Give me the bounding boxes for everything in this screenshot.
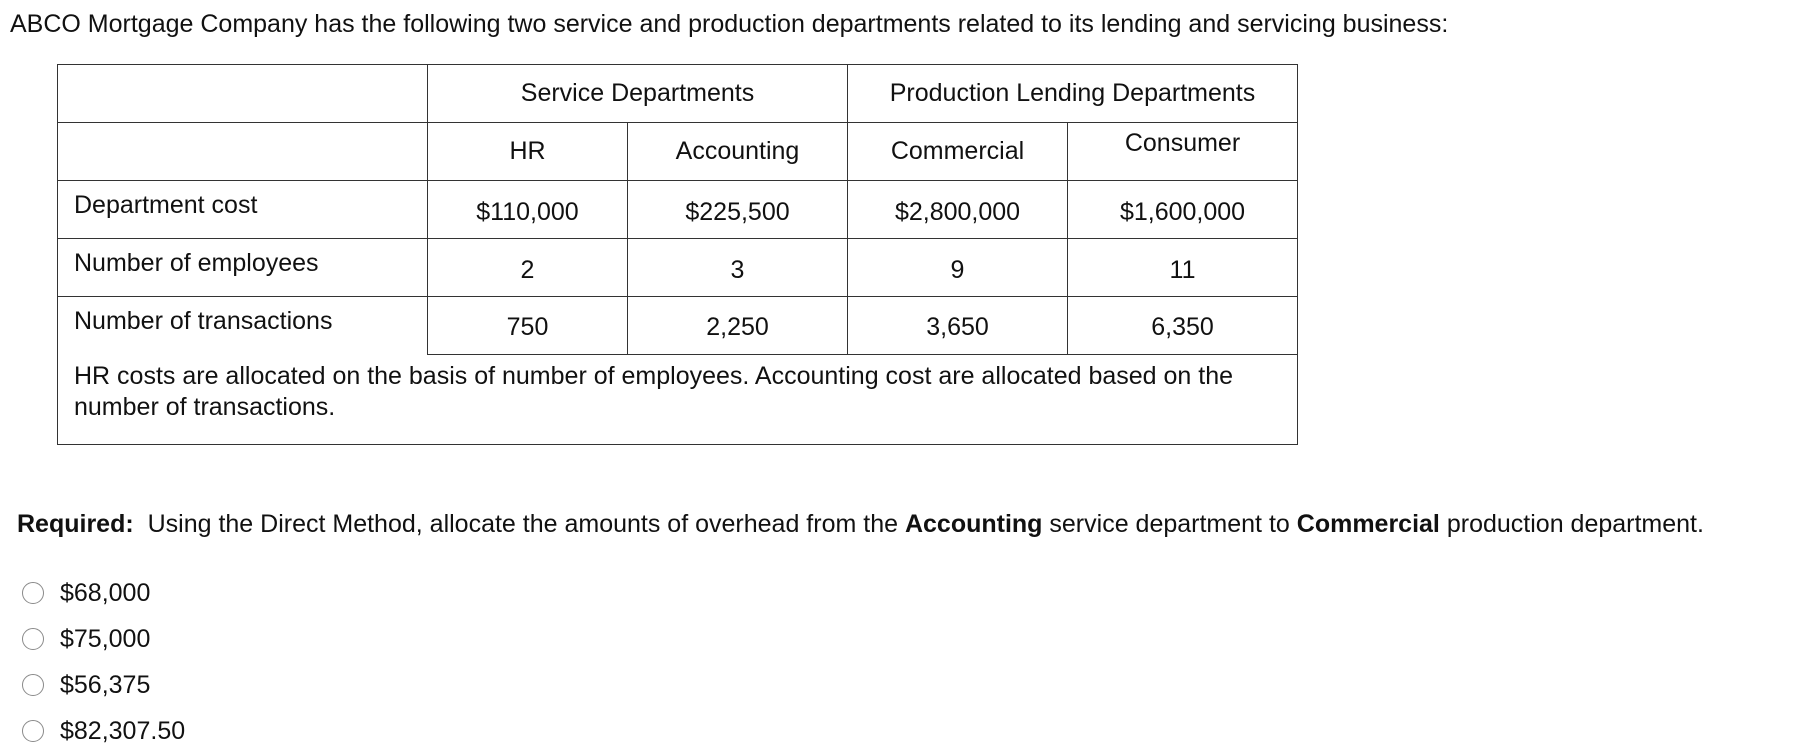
intro-text: ABCO Mortgage Company has the following two service and production departments related to its lending and servicing business: bbox=[10, 10, 1449, 38]
required-question bbox=[17, 510, 1704, 539]
radio-button[interactable] bbox=[22, 674, 44, 696]
column-header-commercial: Commercial bbox=[848, 123, 1068, 181]
answer-options bbox=[22, 570, 185, 754]
production-departments-header: Production Lending Departments bbox=[848, 65, 1298, 123]
answer-option-2[interactable] bbox=[22, 616, 185, 662]
column-header-row bbox=[58, 123, 1298, 181]
cell-consumer-cost: $1,600,000 bbox=[1068, 181, 1298, 239]
cell-consumer-transactions: 6,350 bbox=[1068, 297, 1298, 355]
table-row bbox=[58, 181, 1298, 239]
cell-hr-transactions: 750 bbox=[428, 297, 628, 355]
cell-commercial-transactions: 3,650 bbox=[848, 297, 1068, 355]
cell-hr-employees: 2 bbox=[428, 239, 628, 297]
empty-header-cell bbox=[58, 65, 428, 123]
question-text-1: Using the Direct Method, allocate the amounts of overhead from the bbox=[147, 510, 898, 538]
cell-consumer-employees: 11 bbox=[1068, 239, 1298, 297]
cell-accounting-employees: 3 bbox=[628, 239, 848, 297]
radio-button[interactable] bbox=[22, 582, 44, 604]
question-text-2: service department to bbox=[1049, 510, 1290, 538]
column-header-consumer: Consumer bbox=[1068, 123, 1298, 181]
answer-option-1[interactable] bbox=[22, 570, 185, 616]
row-label-department-cost: Department cost bbox=[58, 181, 428, 239]
answer-option-3[interactable] bbox=[22, 662, 185, 708]
question-bold-commercial: Commercial bbox=[1296, 510, 1440, 538]
column-header-accounting: Accounting bbox=[628, 123, 848, 181]
cell-accounting-cost: $225,500 bbox=[628, 181, 848, 239]
cell-hr-cost: $110,000 bbox=[428, 181, 628, 239]
table-row bbox=[58, 297, 1298, 355]
department-table bbox=[57, 64, 1298, 445]
empty-header-cell bbox=[58, 123, 428, 181]
option-label: $82,307.50 bbox=[60, 716, 186, 745]
table-row bbox=[58, 239, 1298, 297]
allocation-note: HR costs are allocated on the basis of number of employees. Accounting cost are allocated based on the number of transactions. bbox=[58, 355, 1298, 445]
column-header-hr: HR bbox=[428, 123, 628, 181]
service-departments-header: Service Departments bbox=[428, 65, 848, 123]
answer-option-4[interactable] bbox=[22, 708, 185, 754]
note-row bbox=[58, 355, 1298, 445]
cell-commercial-employees: 9 bbox=[848, 239, 1068, 297]
option-label: $75,000 bbox=[60, 624, 151, 653]
row-label-transactions: Number of transactions bbox=[58, 297, 428, 355]
row-label-employees: Number of employees bbox=[58, 239, 428, 297]
cell-commercial-cost: $2,800,000 bbox=[848, 181, 1068, 239]
radio-button[interactable] bbox=[22, 628, 44, 650]
option-label: $56,375 bbox=[60, 670, 151, 699]
cell-accounting-transactions: 2,250 bbox=[628, 297, 848, 355]
required-label: Required: bbox=[17, 510, 134, 538]
option-label: $68,000 bbox=[60, 578, 151, 607]
group-header-row bbox=[58, 65, 1298, 123]
question-bold-accounting: Accounting bbox=[904, 510, 1043, 538]
question-text-3: production department. bbox=[1446, 510, 1704, 538]
